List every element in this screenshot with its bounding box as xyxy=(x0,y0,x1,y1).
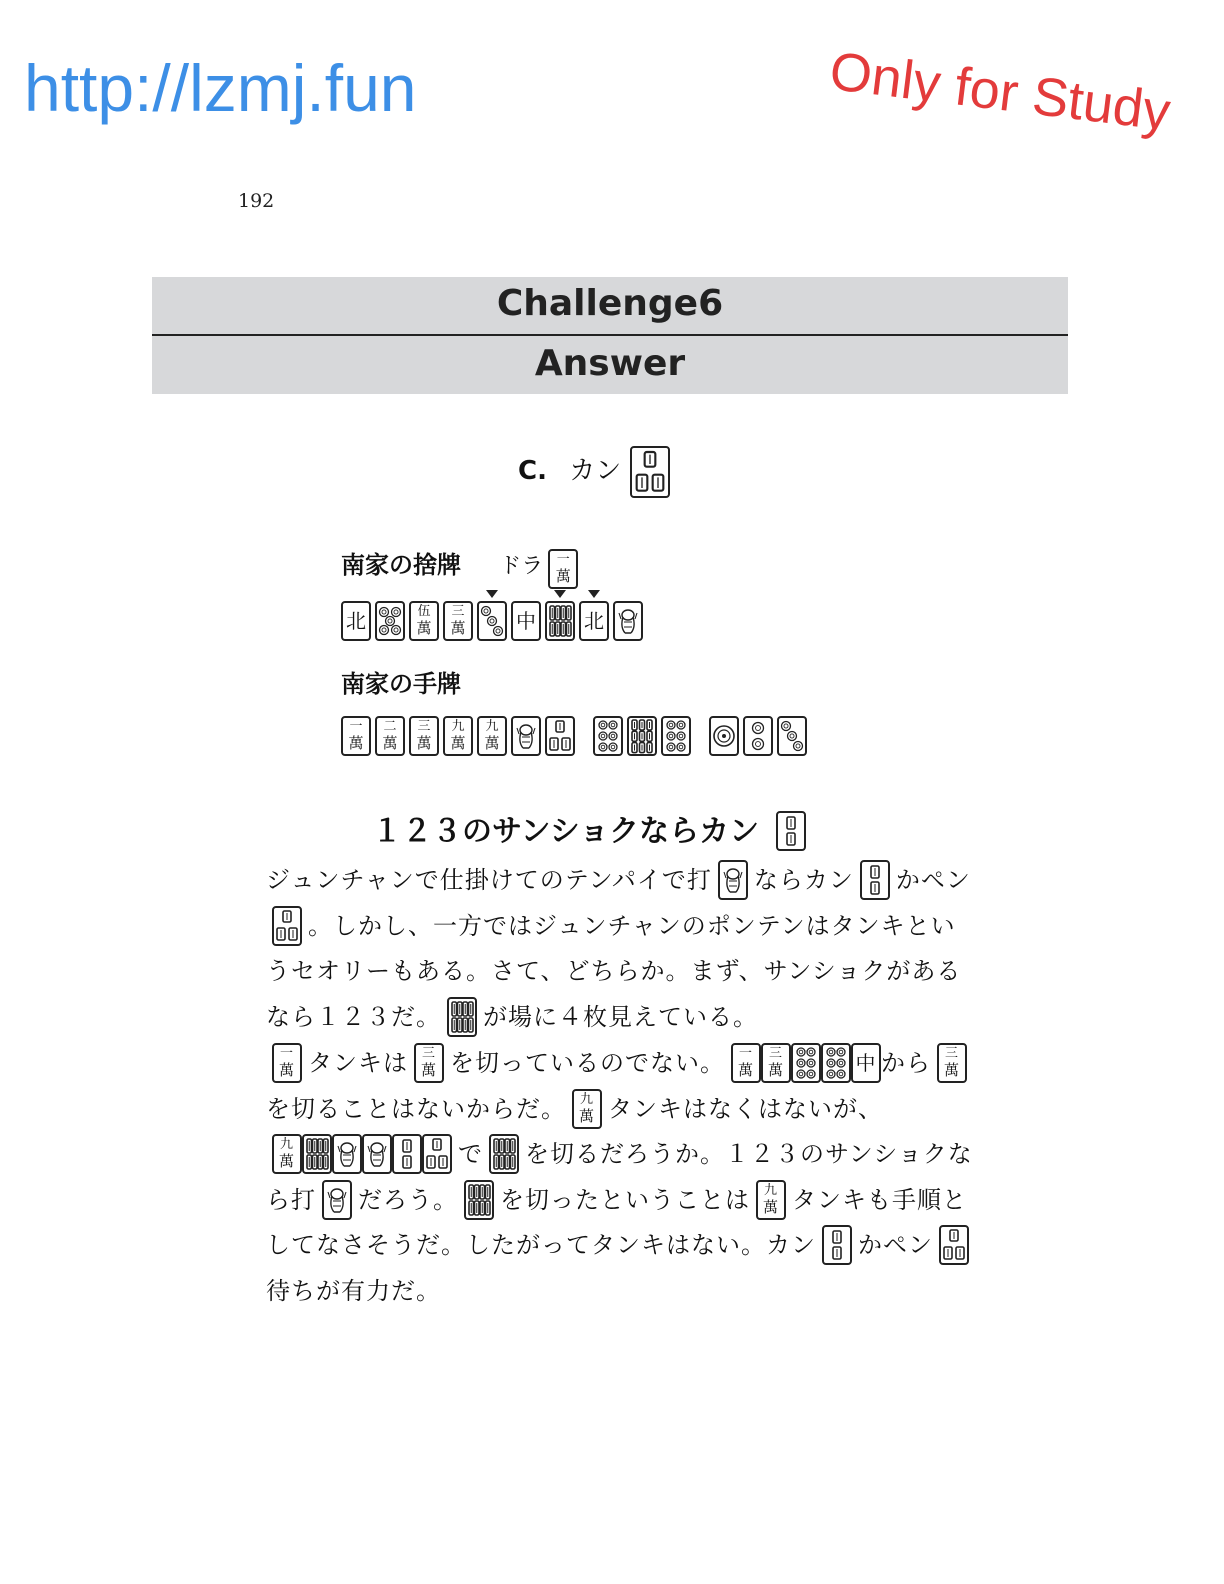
tile-3m: 三 萬 xyxy=(414,1043,444,1083)
dora-label: ドラ xyxy=(499,554,544,579)
banner-divider xyxy=(152,334,1068,336)
hand-header xyxy=(341,664,461,699)
hand-tile xyxy=(545,716,575,756)
tile-6p xyxy=(791,1043,821,1083)
discard-tile: 北 xyxy=(341,601,371,641)
tile-9m: 九 萬 xyxy=(756,1180,786,1220)
discards-header xyxy=(341,545,582,589)
banner-title: Challenge6 xyxy=(496,283,724,324)
answer-label: C. xyxy=(518,456,547,486)
tile-8s xyxy=(464,1180,494,1220)
answer-tile xyxy=(630,446,670,498)
hand-tile: 一 萬 xyxy=(341,716,371,756)
tile-3m: 三 萬 xyxy=(937,1043,967,1083)
discard-tile: 北 xyxy=(579,601,609,641)
discard-tile xyxy=(477,601,507,641)
hand-tile: 九 萬 xyxy=(443,716,473,756)
p2-text-11: かペン xyxy=(858,1231,933,1260)
discard-tile: 三 萬 xyxy=(443,601,473,641)
meld-tile xyxy=(743,716,773,756)
discard-tile: 伍 萬 xyxy=(409,601,439,641)
watermark-url: http://lzmj.fun xyxy=(24,51,417,125)
subheading-text: １２３のサンショクならカン xyxy=(372,814,760,849)
p2-text-3: から xyxy=(881,1049,931,1077)
tile-1m: 一 萬 xyxy=(272,1043,302,1083)
meld-tile xyxy=(777,716,807,756)
section-subheading xyxy=(372,806,806,851)
p1-text-5: が場に４枚見えている。 xyxy=(483,1002,758,1031)
tile-1s xyxy=(362,1134,392,1174)
banner-subtitle: Answer xyxy=(534,343,686,384)
discard-tile: 中 xyxy=(511,601,541,641)
tile-1s xyxy=(322,1180,352,1220)
hand-tile: 九 萬 xyxy=(477,716,507,756)
p2-text-9: を切ったということは xyxy=(500,1185,750,1214)
page-number: 192 xyxy=(238,190,275,212)
p1-text-2: ならカン xyxy=(753,866,854,894)
tile-6p xyxy=(821,1043,851,1083)
p1-text-4: 。しかし、一方ではジュンチャンのポンテンはタンキというセオリーもある。さて、どちらか。まず、サンショクがあるなら１２３だ。 xyxy=(266,911,962,1031)
p2-text-2: を切っているのでない。 xyxy=(450,1049,725,1077)
tile-2s xyxy=(822,1225,852,1265)
tsumogiri-marker-icon xyxy=(554,590,566,598)
tile-3s xyxy=(939,1225,969,1265)
p1-text-3: かペン xyxy=(895,866,971,894)
p2-text-7: を切るだろうか。１２３のサンショクなら打 xyxy=(266,1140,973,1214)
p2-text-12: 待ちが有力だ。 xyxy=(266,1276,441,1305)
meld-tile xyxy=(593,716,623,756)
tile-8s xyxy=(489,1134,519,1174)
discard-tile xyxy=(613,601,643,641)
p2-text-10: タンキも手順としてなさそうだ。したがってタンキはない。カン xyxy=(266,1185,967,1260)
watermark-note: Only for Study xyxy=(826,40,1174,143)
dora-tile: 一 萬 xyxy=(548,549,578,589)
tile-1s xyxy=(332,1134,362,1174)
tile-red-dragon: 中 xyxy=(851,1043,881,1083)
tile-9m: 九 萬 xyxy=(272,1134,302,1174)
answer-line xyxy=(518,446,670,498)
tsumogiri-marker-icon xyxy=(588,590,600,598)
p1-text-1: ジュンチャンで仕掛けてのテンパイで打 xyxy=(266,866,712,894)
p2-text-1: タンキは xyxy=(308,1049,408,1077)
discard-tile xyxy=(375,601,405,641)
meld-tile xyxy=(709,716,739,756)
tile-3s xyxy=(422,1134,452,1174)
discard-row xyxy=(341,601,647,641)
tile-9m: 九 萬 xyxy=(572,1089,602,1129)
paragraph-2 xyxy=(240,1041,976,1315)
tsumogiri-marker-icon xyxy=(486,590,498,598)
paragraph-1 xyxy=(240,858,976,1040)
title-banner xyxy=(152,277,1068,394)
tile-8s xyxy=(302,1134,332,1174)
p2-text-8: だろう。 xyxy=(358,1185,458,1214)
p2-text-6: で xyxy=(458,1140,483,1169)
discards-label: 南家の捨牌 xyxy=(341,551,461,579)
tile-3m: 三 萬 xyxy=(761,1043,791,1083)
hand-tile xyxy=(511,716,541,756)
answer-text: カン xyxy=(569,456,622,486)
tile-2s xyxy=(392,1134,422,1174)
p2-text-5: タンキはなくはないが、 xyxy=(608,1094,883,1123)
tile-2s xyxy=(860,860,890,900)
tile-3s xyxy=(272,906,302,946)
p2-text-4: を切ることはないからだ。 xyxy=(266,1094,566,1123)
tile-1s xyxy=(718,860,748,900)
discard-tile xyxy=(545,601,575,641)
tile-1m: 一 萬 xyxy=(731,1043,761,1083)
hand-tile: 三 萬 xyxy=(409,716,439,756)
hand-row xyxy=(341,716,811,756)
tile-8s xyxy=(447,997,477,1037)
subheading-tile xyxy=(776,811,806,851)
hand-tile: 二 萬 xyxy=(375,716,405,756)
hand-label: 南家の手牌 xyxy=(341,670,461,698)
meld-tile xyxy=(627,716,657,756)
meld-tile xyxy=(661,716,691,756)
